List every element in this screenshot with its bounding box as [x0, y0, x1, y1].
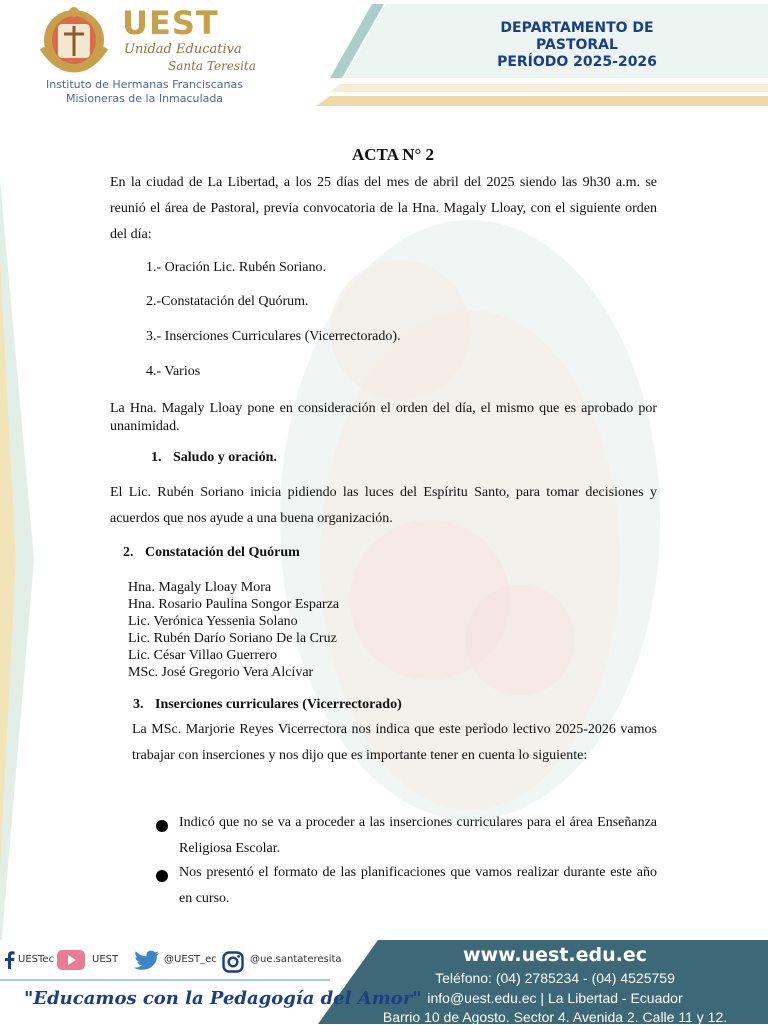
youtube-handle[interactable]: UEST	[92, 954, 119, 965]
bullet-icon	[156, 820, 168, 832]
agenda-item: 3.- Inserciones Curriculares (Vicerrectorado).	[146, 329, 401, 344]
brand-subtitle-1: Unidad Educativa	[124, 42, 242, 57]
agenda-item: 2.-Constatación del Quórum.	[146, 294, 309, 309]
facebook-handle[interactable]: UESTec	[18, 954, 55, 965]
section-number: 1.	[151, 450, 162, 465]
section-1-text: El Lic. Rubén Soriano inicia pidiendo las luces del Espíritu Santo, para tomar decisiones y acuerdos que nos ayude a una buena organización.	[110, 485, 657, 526]
attendee-name: Hna. Rosario Paulina Songor Esparza	[128, 597, 340, 612]
section-2-heading	[123, 545, 300, 561]
section-1-heading	[151, 450, 277, 466]
phone-numbers: Teléfono: (04) 2785234 - (04) 4525759	[435, 970, 675, 986]
institute-line-1: Instituto de Hermanas Franciscanas	[46, 78, 243, 91]
school-crest-logo	[36, 4, 112, 74]
twitter-icon[interactable]	[134, 950, 160, 972]
section-title: Constatación del Quórum	[145, 545, 300, 560]
section-title: Saludo y oración.	[173, 450, 277, 465]
agenda-item: 4.- Varios	[146, 364, 201, 379]
institute-line-2: Misioneras de la Inmaculada	[66, 92, 224, 105]
instagram-handle[interactable]: @ue.santateresita	[250, 954, 342, 965]
section-title: Inserciones curriculares (Vicerrectorado)	[155, 697, 402, 712]
email-location: info@uest.edu.ec | La Libertad - Ecuador	[427, 990, 683, 1006]
twitter-handle[interactable]: @UEST_ec	[164, 954, 217, 965]
youtube-icon[interactable]	[57, 950, 85, 970]
letterhead	[0, 0, 768, 115]
section-number: 2.	[123, 545, 134, 560]
facebook-icon[interactable]	[2, 951, 16, 969]
attendee-name: Hna. Magaly Lloay Mora	[128, 580, 272, 595]
agenda-item: 1.- Oración Lic. Rubén Soriano.	[146, 260, 327, 275]
intro-paragraph: En la ciudad de La Libertad, a los 25 días del mes de abril del 2025 siendo las 9h30 a.m. se reunió el área de Pastoral, previa convocatoria de la Hna. Magaly Lloay, con el siguiente orden del día:	[110, 175, 657, 242]
brand-name: UEST	[122, 4, 219, 42]
attendee-name: MSc. José Gregorio Vera Alcívar	[128, 665, 314, 680]
attendee-name: Lic. César Villao Guerrero	[128, 648, 277, 663]
instagram-icon[interactable]	[222, 951, 244, 973]
department-line-2: PASTORAL	[536, 37, 618, 53]
website-link[interactable]: www.uest.edu.ec	[462, 944, 648, 966]
bullet-item: Nos presentó el formato de las planificaciones que vamos realizar durante este año en curso.	[179, 865, 657, 906]
department-block	[462, 20, 692, 71]
period-line: PERÍODO 2025-2026	[497, 54, 657, 70]
approval-paragraph: La Hna. Magaly Lloay pone en consideración el orden del día, el mismo que es aprobado por unanimidad.	[110, 401, 657, 434]
attendee-name: Lic. Rubén Darío Soriano De la Cruz	[128, 631, 337, 646]
section-3-text: La MSc. Marjorie Reyes Vicerrectora nos indica que este perìodo lectivo 2025-2026 vamos trabajar con inserciones y nos dijo que es importante tener en cuenta lo siguiente:	[132, 722, 657, 763]
address: Barrio 10 de Agosto. Sector 4. Avenida 2. Calle 11 y 12.	[382, 1009, 728, 1025]
brand-subtitle-2: Santa Teresita	[168, 59, 256, 73]
document-title: ACTA N° 2	[351, 145, 435, 164]
slogan: "Educamos con la Pedagogía del Amor"	[24, 988, 422, 1009]
section-number: 3.	[133, 697, 144, 712]
attendee-name: Lic. Verónica Yessenia Solano	[128, 614, 298, 629]
bullet-icon	[156, 870, 168, 882]
department-line-1: DEPARTAMENTO DE	[500, 20, 654, 36]
bullet-item: Indicó que no se va a proceder a las inserciones curriculares para el área Enseñanza Religiosa Escolar.	[179, 815, 657, 856]
section-3-heading	[133, 697, 402, 713]
